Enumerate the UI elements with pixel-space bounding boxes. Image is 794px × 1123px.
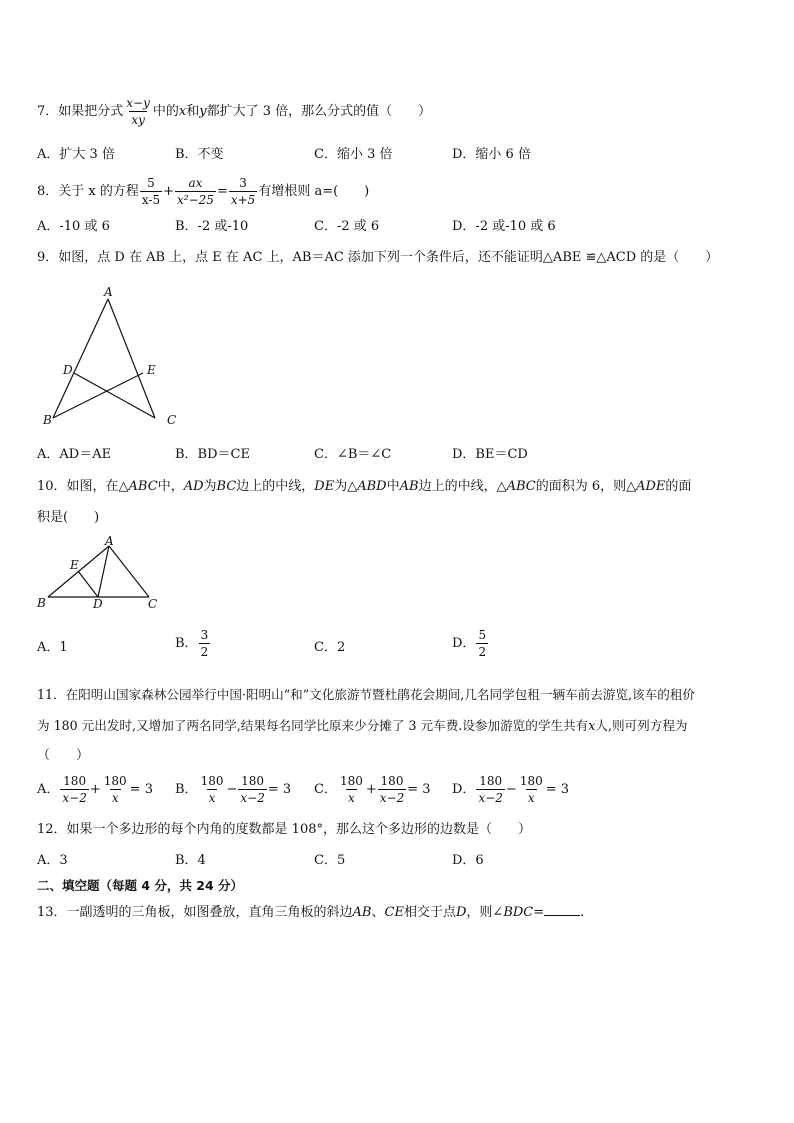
q7-prefix: 7．如果把分式 bbox=[37, 104, 124, 119]
q10-option-a: A．1 bbox=[37, 640, 68, 655]
question-9: 9．如图，点 D 在 AB 上，点 E 在 AC 上，AB＝AC 添加下列一个条件后，还不能证明△ABE ≌△ACD 的是（ ） bbox=[37, 250, 719, 265]
q9-option-c: C．∠B＝∠C bbox=[314, 447, 392, 462]
question-12: 12．如果一个多边形的每个内角的度数都是 108°，那么这个多边形的边数是（ ） bbox=[37, 822, 531, 837]
q12-option-b: B．4 bbox=[175, 853, 206, 868]
q9-label-b: B bbox=[43, 413, 52, 427]
q8-option-d: D．-2 或-10 或 6 bbox=[452, 219, 556, 234]
q10-figure bbox=[36, 533, 166, 613]
q8-option-b: B．-2 或-10 bbox=[175, 219, 249, 234]
q11-option-a: A． $\frac{180}{x-2}$ + $\frac{180}{x}$ = 3 bbox=[37, 774, 153, 805]
question-11: 11．在阳明山国家森林公园举行中国·阳明山“和”文化旅游节暨杜鹃花会期间,几名同学包租一辆车前去游览,该车的租价 bbox=[37, 687, 696, 702]
q11-option-d: D． $\frac{180}{x-2}$ − $\frac{180}{x}$ = 3 bbox=[452, 774, 570, 805]
q9-label-e: E bbox=[147, 363, 156, 377]
q10-option-b: B． $\frac{3}{2}$ bbox=[175, 628, 209, 659]
q10-label-e: E bbox=[70, 558, 79, 572]
q10-label-a: A bbox=[105, 534, 114, 548]
question-7: 7．如果把分式 $\frac{x-y}{xy}$ 中的x和y都扩大了 3 倍，那么分式的值（ ） bbox=[37, 96, 432, 127]
q7-option-c: C．缩小 3 倍 bbox=[314, 147, 393, 162]
q9-option-d: D．BE＝CD bbox=[452, 447, 528, 462]
q9-label-d: D bbox=[63, 363, 73, 377]
q9-option-a: A．AD＝AE bbox=[37, 447, 112, 462]
question-10-line2: 积是( ) bbox=[37, 510, 100, 525]
q7-fraction: $\frac{x-y}{xy}$ bbox=[126, 96, 150, 127]
q7-option-d: D．缩小 6 倍 bbox=[452, 147, 531, 162]
q9-option-b: B．BD＝CE bbox=[175, 447, 250, 462]
q7-option-b: B．不变 bbox=[175, 147, 224, 162]
q10-option-c: C．2 bbox=[314, 640, 346, 655]
q8-option-c: C．-2 或 6 bbox=[314, 219, 380, 234]
question-11-line3: （ ） bbox=[37, 748, 90, 763]
question-10: 10．如图，在△ABC中，AD为BC边上的中线，DE为△ABD中AB边上的中线，△ABC的面积为 6，则△ADE的面 bbox=[37, 479, 692, 494]
q8-option-a: A．-10 或 6 bbox=[37, 219, 110, 234]
answer-blank[interactable] bbox=[544, 903, 580, 916]
q10-label-b: B bbox=[37, 596, 46, 610]
q9-label-a: A bbox=[104, 285, 113, 299]
q11-option-c: C． $\frac{180}{x}$ + $\frac{180}{x-2}$ = 3 bbox=[314, 774, 431, 805]
question-8: 8．关于 x 的方程 $\frac{5}{x-5}$ + $\frac{ax}{\text{x²−25}}$ = $\frac{3}{x+5}$ 有增根则 a=( ) bbox=[37, 176, 370, 207]
q12-option-c: C．5 bbox=[314, 853, 346, 868]
q12-option-a: A．3 bbox=[37, 853, 68, 868]
section-heading-fill-in: 二、填空题（每题 4 分，共 24 分） bbox=[37, 878, 244, 893]
q11-option-b: B． $\frac{180}{x}$ − $\frac{180}{x-2}$ = 3 bbox=[175, 774, 292, 805]
q12-option-d: D．6 bbox=[452, 853, 484, 868]
question-13: 13．一副透明的三角板，如图叠放，直角三角板的斜边AB、CE相交于点D，则∠BDC= . bbox=[37, 905, 585, 920]
q9-label-c: C bbox=[167, 413, 177, 427]
question-11-line2: 为 180 元出发时,又增加了两名同学,结果每名同学比原来少分摊了 3 元车费.设参加游览的学生共有x人,则可列方程为 bbox=[37, 718, 688, 733]
q9-figure bbox=[38, 282, 188, 427]
q7-option-a: A．扩大 3 倍 bbox=[37, 147, 115, 162]
q10-option-d: D． $\frac{5}{2}$ bbox=[452, 628, 487, 659]
q10-label-c: C bbox=[148, 597, 158, 611]
q10-label-d: D bbox=[93, 597, 103, 611]
